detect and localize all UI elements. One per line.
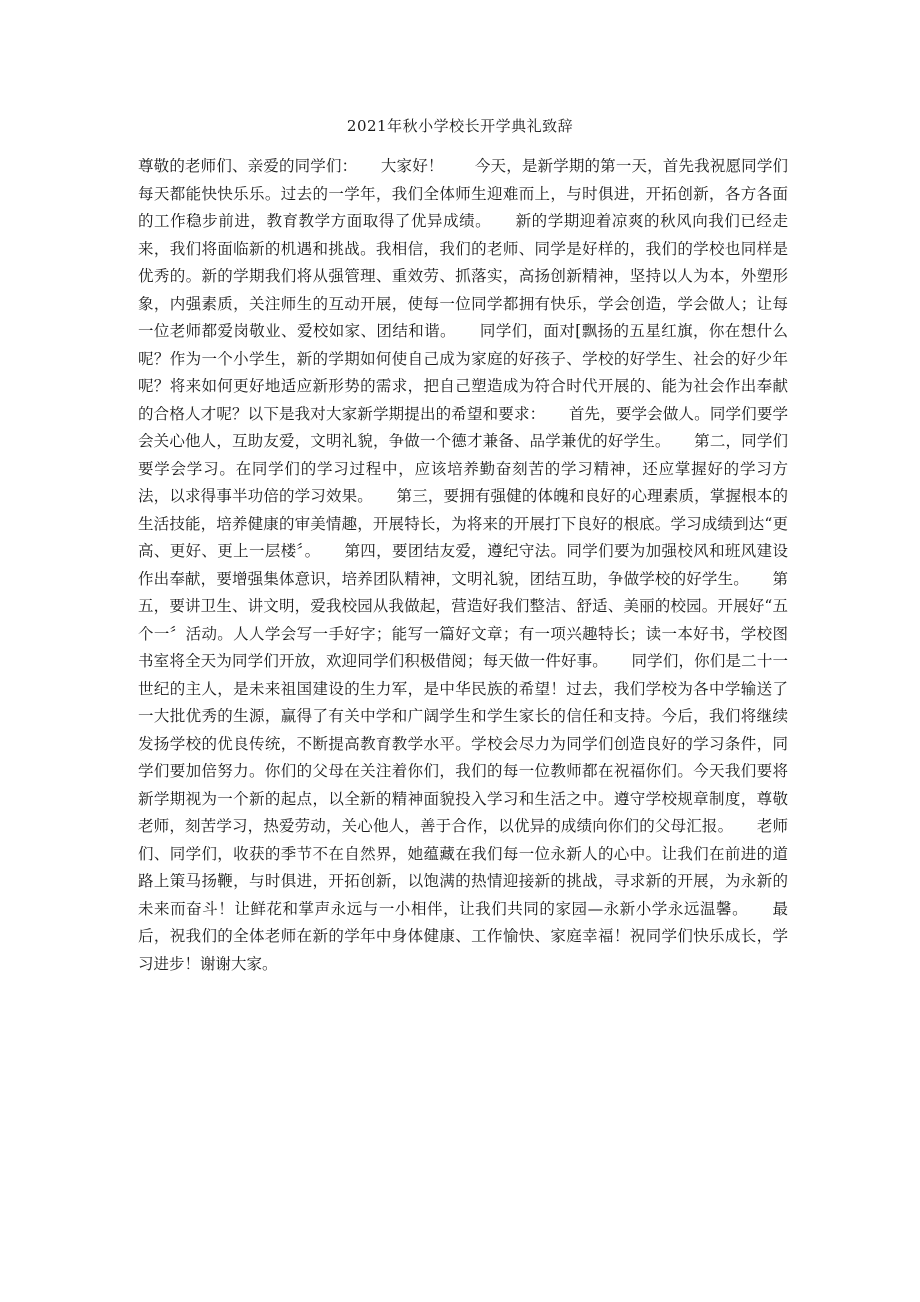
document-body-text: 尊敬的老师们、亲爱的同学们： 大家好！ 今天，是新学期的第一天，首先我祝愿同学们每天都能快快乐乐。过去的一学年，我们全体师生迎难而上，与时俱进，开拓创新，各方各面的工作稳步前进，教育教学方面取得了优异成绩。 新的学期迎着凉爽的秋风向我们已经走来，我们将面临新的机遇和挑战。我相信，我们的老师、同学是好样的，我们的学校也同样是优秀的。新的学期我们将从强管理、重效劳、抓落实，高扬创新精神，坚持以人为本，外塑形象，内强素质，关注师生的互动开展，使每一位同学都拥有快乐，学会创造，学会做人；让每一位老师都爱岗敬业、爱校如家、团结和谐。 同学们，面对[飘扬的五星红旗，你在想什么呢？作为一个小学生，新的学期如何使自己成为家庭的好孩子、学校的好学生、社会的好少年呢？将来如何更好地适应新形势的需求，把自己塑造成为符合时代开展的、能为社会作出奉献的合格人才呢？以下是我对大家新学期提出的希望和要求： 首先，要学会做人。同学们要学会关心他人，互助友爱，文明礼貌，争做一个德才兼备、品学兼优的好学生。 第二，同学们要学会学习。在同学们的学习过程中，应该培养勤奋刻苦的学习精神，还应掌握好的学习方法，以求得事半功倍的学习效果。 第三，要拥有强健的体魄和良好的心理素质，掌握根本的生活技能，培养健康的审美情趣，开展特长，为将来的开展打下良好的根底。学习成绩到达“更高、更好、更上一层楼〞。 第四，要团结友爱，遵纪守法。同学们要为加强校风和班风建设作出奉献，要增强集体意识，培养团队精神，文明礼貌，团结互助，争做学校的好学生。 第五，要讲卫生、讲文明，爱我校园从我做起，营造好我们整洁、舒适、美丽的校园。开展好“五个一〞活动。人人学会写一手好字；能写一篇好文章；有一项兴趣特长；读一本好书，学校图书室将全天为同学们开放，欢迎同学们积极借阅；每天做一件好事。 同学们，你们是二十一世纪的主人，是未来祖国建设的生力军，是中华民族的希望！过去，我们学校为各中学输送了一大批优秀的生源，赢得了有关中学和广阔学生和学生家长的信任和支持。今后，我们将继续发扬学校的优良传统，不断提高教育教学水平。学校会尽力为同学们创造良好的学习条件，同学们要加倍努力。你们的父母在关注着你们，我们的每一位教师都在祝福你们。今天我们要将新学期视为一个新的起点，以全新的精神面貌投入学习和生活之中。遵守学校规章制度，尊敬老师，刻苦学习，热爱劳动，关心他人，善于合作，以优异的成绩向你们的父母汇报。 老师们、同学们，收获的季节不在自然界，她蕴藏在我们每一位永新人的心中。让我们在前进的道路上策马扬鞭，与时俱进，开拓创新，以饱满的热情迎接新的挑战，寻求新的开展，为永新的未来而奋斗！让鲜花和掌声永远与一小相伴，让我们共同的家园—永新小学永远温馨。 最后，祝我们的全体老师在新的学年中身体健康、工作愉快、家庭幸福！祝同学们快乐成长，学习进步！谢谢大家。 <box>138 157 788 973</box>
document-title: 2021年秋小学校长开学典礼致辞 <box>346 117 574 135</box>
